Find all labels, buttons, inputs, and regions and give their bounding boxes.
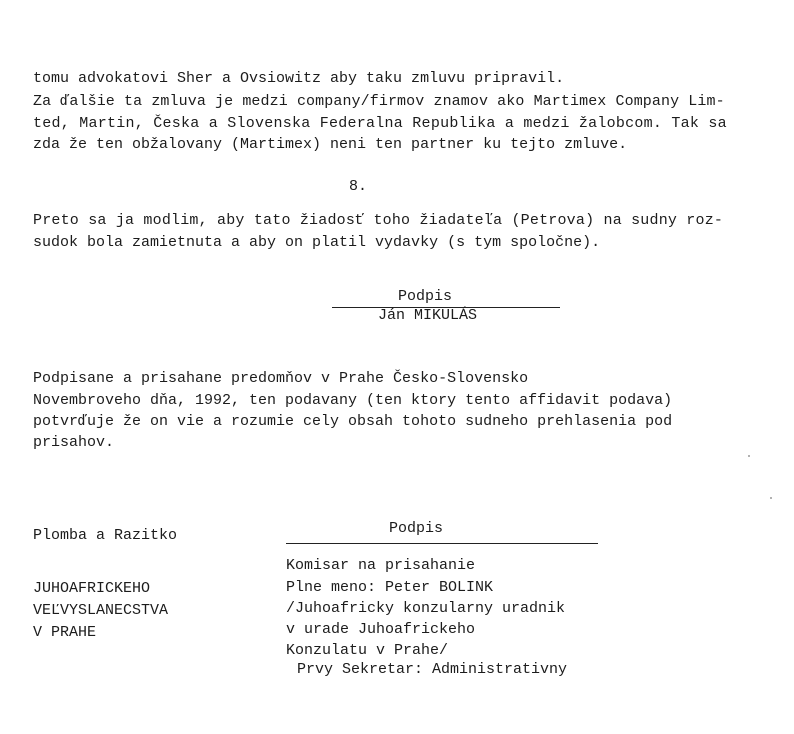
paragraph-1-line-2: Za ďalšie ta zmluva je medzi company/firmov znamov ako Martimex Company Lim- — [33, 93, 725, 110]
paragraph-1-line-4: zda že ten obžalovany (Martimex) neni ten partner ku tejto zmluve. — [33, 136, 628, 153]
embassy-line-1: JUHOAFRICKEHO — [33, 580, 151, 597]
paragraph-1-line-1: tomu advokatovi Sher a Ovsiowitz aby taku zmluvu pripravil. — [33, 70, 565, 87]
commissioner-line-2: Plne meno: Peter BOLINK — [286, 579, 494, 596]
paragraph-3-line-3: potvrďuje že on vie a rozumie cely obsah tohoto sudneho prehlasenia pod — [33, 413, 673, 430]
paragraph-3-line-1: Podpisane a prisahane predomňov v Prahe Česko-Slovensko — [33, 370, 529, 387]
commissioner-line-3: /Juhoafricky konzularny uradnik — [286, 600, 566, 617]
paragraph-1-line-3: ted, Martin, Česka a Slovenska Federalna Republika a medzi žalobcom. Tak sa — [33, 115, 727, 132]
paragraph-3-line-4: prisahov. — [33, 434, 115, 451]
paragraph-2-line-2: sudok bola zamietnuta a aby on platil vydavky (s tym spoločne). — [33, 234, 601, 251]
signature-1-name: Ján MIKULÁS — [378, 307, 478, 324]
scan-speck — [748, 455, 750, 457]
signature-2-label: Podpis — [389, 520, 444, 537]
paragraph-2-line-1: Preto sa ja modlim, aby tato žiadosť toho žiadateľa (Petrova) na sudny roz- — [33, 212, 724, 229]
section-number: 8. — [349, 178, 368, 195]
commissioner-line-4: v urade Juhoafrickeho — [286, 621, 476, 638]
scan-speck — [770, 497, 772, 499]
embassy-line-3: V PRAHE — [33, 624, 97, 641]
seal-label: Plomba a Razitko — [33, 527, 178, 544]
paragraph-3-line-2: Novembroveho dňa, 1992, ten podavany (ten ktory tento affidavit podava) — [33, 392, 673, 409]
embassy-line-2: VEĽVYSLANECSTVA — [33, 602, 169, 619]
commissioner-title: Prvy Sekretar: Administrativny — [297, 661, 568, 678]
commissioner-line-5: Konzulatu v Prahe/ — [286, 642, 449, 659]
signature-1-label: Podpis — [398, 288, 453, 305]
signature-2-line — [286, 543, 598, 544]
commissioner-line-1: Komisar na prisahanie — [286, 557, 476, 574]
